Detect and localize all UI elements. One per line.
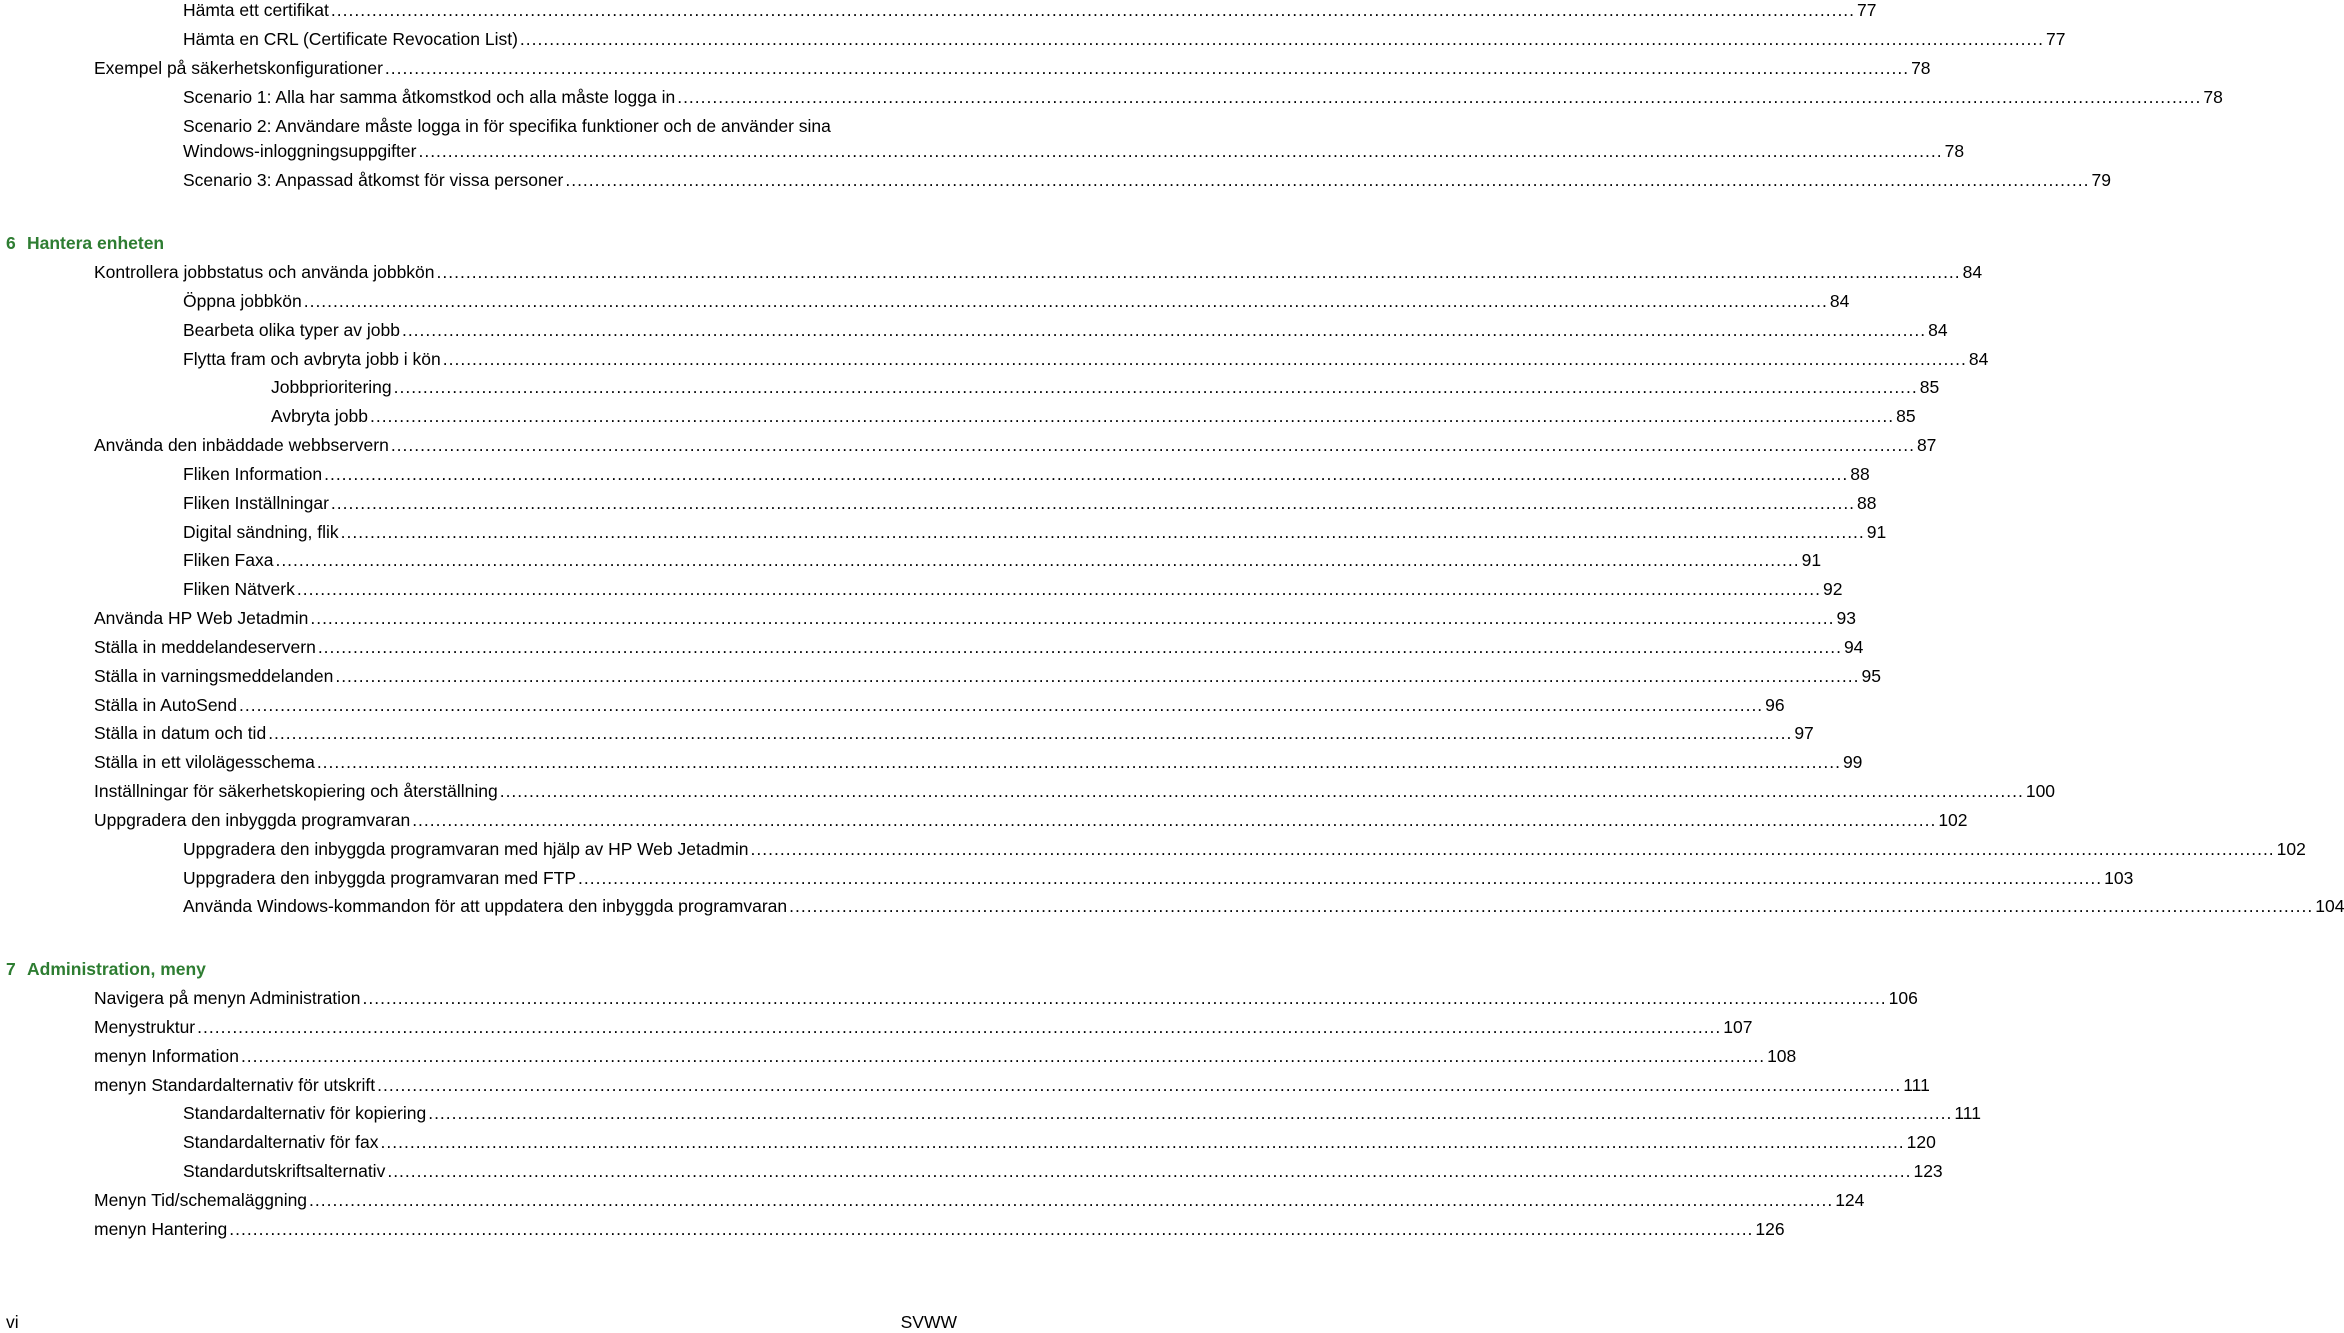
toc-entry-title-line1[interactable]: Scenario 2: Användare måste logga in för specifika funktioner och de använder sina — [183, 116, 831, 136]
toc-entry-title: Jobbprioritering — [271, 377, 392, 397]
toc-entry-title: Fliken Faxa — [183, 550, 274, 570]
toc-entry[interactable] — [183, 168, 2111, 192]
toc-entry[interactable] — [183, 1101, 1981, 1125]
toc-entry[interactable] — [94, 606, 1856, 630]
toc-entry[interactable] — [183, 1130, 1936, 1154]
toc-entry[interactable] — [94, 56, 1931, 80]
toc-entry-title: Exempel på säkerhetskonfigurationer — [94, 58, 383, 78]
toc-entry-title: Flytta fram och avbryta jobb i kön — [183, 349, 441, 369]
toc-entry[interactable] — [94, 750, 1863, 774]
toc-entry-page: 99 — [1842, 752, 1863, 772]
toc-entry-title: Ställa in datum och tid — [94, 723, 267, 743]
toc-entry-page: 123 — [1913, 1161, 1943, 1181]
toc-entry[interactable] — [94, 1044, 1797, 1068]
toc-entry-title: Fliken Information — [183, 464, 323, 484]
chapter-heading[interactable] — [6, 231, 164, 255]
toc-entry-page: 84 — [1962, 262, 1983, 282]
chapter-title: Administration, meny — [27, 959, 206, 979]
toc-entry-title: Ställa in AutoSend — [94, 695, 238, 715]
toc-entry-page: 91 — [1801, 550, 1822, 570]
toc-entry-title: Ställa in varningsmeddelanden — [94, 666, 334, 686]
toc-entry[interactable] — [183, 894, 2344, 918]
toc-entry-title: menyn Hantering — [94, 1219, 228, 1239]
toc-entry-title: Använda Windows-kommandon för att uppdatera den inbyggda programvaran — [183, 896, 788, 916]
toc-entry[interactable] — [94, 260, 1983, 284]
chapter-title: Hantera enheten — [27, 233, 165, 253]
toc-entry[interactable] — [183, 577, 1843, 601]
toc-entry[interactable] — [183, 85, 2223, 109]
toc-entry[interactable] — [183, 1159, 1943, 1183]
toc-entry-title: Använda HP Web Jetadmin — [94, 608, 309, 628]
toc-entry-title: Digital sändning, flik — [183, 522, 339, 542]
toc-entry[interactable] — [183, 318, 1948, 342]
toc-entry-title: Standardalternativ för kopiering — [183, 1103, 427, 1123]
toc-entry-page: 84 — [1829, 291, 1850, 311]
toc-entry[interactable] — [183, 491, 1877, 515]
toc-entry[interactable] — [94, 635, 1864, 659]
toc-entry-title: Standardalternativ för fax — [183, 1132, 379, 1152]
toc-entry-page: 78 — [1944, 141, 1965, 161]
toc-entry-page: 106 — [1888, 988, 1918, 1008]
toc-entry-page: 124 — [1835, 1190, 1865, 1210]
toc-entry-title: Uppgradera den inbyggda programvaran med FTP — [183, 868, 576, 888]
toc-entry[interactable] — [94, 1188, 1865, 1212]
toc-entry-page: 84 — [1928, 320, 1948, 340]
toc-entry-page: 96 — [1765, 695, 1785, 715]
toc-entry-title: Kontrollera jobbstatus och använda jobbkön — [94, 262, 435, 282]
toc-entry[interactable] — [94, 693, 1785, 717]
toc-entry[interactable] — [183, 289, 1850, 313]
toc-entry[interactable] — [94, 779, 2056, 803]
toc-entry-title: Navigera på menyn Administration — [94, 988, 361, 1008]
toc-entry-title: menyn Information — [94, 1046, 239, 1066]
toc-entry-title: Fliken Nätverk — [183, 579, 295, 599]
toc-entry-title: Scenario 1: Alla har samma åtkomstkod och alla måste logga in — [183, 87, 676, 107]
toc-entry[interactable] — [94, 808, 1968, 832]
toc-entry-title: Menyn Tid/schemaläggning — [94, 1190, 308, 1210]
toc-entry-page: 102 — [1938, 810, 1968, 830]
toc-entry-title: Hämta en CRL (Certificate Revocation List) — [183, 29, 518, 49]
toc-entry-page: 88 — [1850, 464, 1870, 484]
toc-entry-page: 111 — [1954, 1103, 1981, 1123]
chapter-heading[interactable] — [6, 957, 206, 981]
toc-entry-page: 93 — [1836, 608, 1856, 628]
toc-entry-title: Standardutskriftsalternativ — [183, 1161, 386, 1181]
toc-entry-page: 88 — [1857, 493, 1877, 513]
toc-entry-title: Uppgradera den inbyggda programvaran med hjälp av HP Web Jetadmin — [183, 839, 749, 859]
toc-entry-page: 85 — [1919, 377, 1940, 397]
toc-entry-page: 126 — [1755, 1219, 1785, 1239]
toc-entry-page: 108 — [1767, 1046, 1797, 1066]
toc-entry-title: Bearbeta olika typer av jobb — [183, 320, 400, 340]
toc-entry[interactable] — [94, 1015, 1753, 1039]
toc-entry-title: Uppgradera den inbyggda programvaran — [94, 810, 411, 830]
toc-entry-page: 97 — [1794, 723, 1814, 743]
toc-entry-page: 87 — [1916, 435, 1937, 455]
toc-entry[interactable] — [183, 520, 1887, 544]
toc-entry-page: 111 — [1903, 1075, 1930, 1095]
toc-entry[interactable] — [183, 139, 1965, 163]
toc-entry[interactable] — [271, 375, 1940, 399]
toc-entry-page: 84 — [1968, 349, 1989, 369]
toc-entry[interactable] — [271, 404, 1916, 428]
toc-entry-page: 100 — [2025, 781, 2056, 801]
toc-entry-page: 91 — [1866, 522, 1887, 542]
toc-entry-page: 92 — [1822, 579, 1843, 599]
toc-entry-page: 79 — [2091, 170, 2111, 190]
toc-entry-title: Fliken Inställningar — [183, 493, 329, 513]
toc-entry[interactable] — [183, 347, 1989, 371]
toc-entry[interactable] — [94, 433, 1937, 457]
chapter-number: 7 — [6, 959, 16, 979]
toc-entry-page: 95 — [1861, 666, 1881, 686]
toc-entry-title: Inställningar för säkerhetskopiering och återställning — [94, 781, 498, 801]
toc-entry-page: 94 — [1843, 637, 1864, 657]
toc-entry-page: 103 — [2104, 868, 2134, 888]
toc-entry-page: 85 — [1896, 406, 1916, 426]
toc-entry-title: Ställa in ett vilolägesschema — [94, 752, 315, 772]
toc-entry-title: Öppna jobbkön — [183, 291, 302, 311]
footer-doc-code: SVWW — [900, 1312, 957, 1332]
toc-entry-title: Windows-inloggningsuppgifter — [183, 141, 417, 161]
toc-entry-page: 102 — [2276, 839, 2306, 859]
toc-entry-page: 107 — [1723, 1017, 1753, 1037]
footer-page-number: vi — [6, 1312, 19, 1332]
toc-entry[interactable] — [94, 664, 1881, 688]
toc-entry-page: 78 — [2203, 87, 2223, 107]
toc-entry[interactable] — [183, 837, 2306, 861]
toc-entry-title: Ställa in meddelandeservern — [94, 637, 316, 657]
toc-entry-page: 77 — [1857, 0, 1877, 20]
toc-entry-page: 78 — [1911, 58, 1931, 78]
toc-entry-page: 77 — [2046, 29, 2066, 49]
toc-entry[interactable] — [94, 721, 1814, 745]
toc-entry[interactable] — [183, 0, 1877, 22]
toc-entry-title: Använda den inbäddade webbservern — [94, 435, 389, 455]
toc-entry[interactable] — [94, 1217, 1785, 1241]
toc-entry-page: 120 — [1906, 1132, 1936, 1152]
toc-entry[interactable] — [183, 462, 1870, 486]
chapter-number: 6 — [6, 233, 16, 253]
toc-entry-title: Scenario 3: Anpassad åtkomst för vissa personer — [183, 170, 564, 190]
toc-entry-title: Hämta ett certifikat — [183, 0, 329, 20]
toc-entry[interactable] — [183, 548, 1822, 572]
toc-entry-page: 104 — [2315, 896, 2344, 916]
toc-entry[interactable] — [94, 986, 1918, 1010]
toc-entry[interactable] — [94, 1073, 1930, 1097]
toc-entry-title: menyn Standardalternativ för utskrift — [94, 1075, 376, 1095]
toc-entry-title: Avbryta jobb — [271, 406, 368, 426]
toc-entry[interactable] — [183, 866, 2134, 890]
toc-entry[interactable] — [183, 27, 2066, 51]
toc-entry-title: Menystruktur — [94, 1017, 196, 1037]
